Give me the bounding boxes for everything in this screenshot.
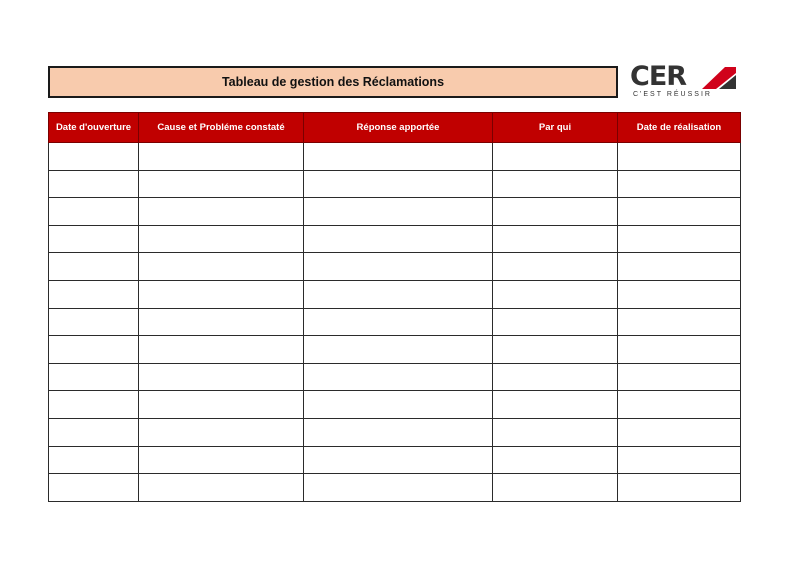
opening-date-cell[interactable] [49, 308, 139, 336]
by-whom-cell[interactable] [493, 308, 618, 336]
opening-date-cell[interactable] [49, 170, 139, 198]
by-whom-cell[interactable] [493, 170, 618, 198]
cause-problem-cell[interactable] [139, 170, 304, 198]
opening-date-cell[interactable] [49, 198, 139, 226]
completion-date-cell[interactable] [618, 198, 741, 226]
cause-problem-cell[interactable] [139, 363, 304, 391]
opening-date-cell[interactable] [49, 253, 139, 281]
response-cell[interactable] [304, 474, 493, 502]
table-row [49, 336, 741, 364]
by-whom-cell[interactable] [493, 198, 618, 226]
by-whom-cell[interactable] [493, 418, 618, 446]
table-row [49, 225, 741, 253]
response-cell[interactable] [304, 391, 493, 419]
opening-date-cell[interactable] [49, 280, 139, 308]
by-whom-cell[interactable] [493, 280, 618, 308]
response-cell[interactable] [304, 446, 493, 474]
column-header-opening-date: Date d'ouverture [49, 113, 139, 143]
cause-problem-cell[interactable] [139, 308, 304, 336]
response-cell[interactable] [304, 363, 493, 391]
completion-date-cell[interactable] [618, 280, 741, 308]
completion-date-cell[interactable] [618, 391, 741, 419]
by-whom-cell[interactable] [493, 363, 618, 391]
by-whom-cell[interactable] [493, 253, 618, 281]
response-cell[interactable] [304, 253, 493, 281]
cause-problem-cell[interactable] [139, 336, 304, 364]
claims-table [48, 112, 741, 502]
opening-date-cell[interactable] [49, 363, 139, 391]
opening-date-cell[interactable] [49, 446, 139, 474]
logo-wordmark: CER [630, 61, 687, 92]
opening-date-cell[interactable] [49, 391, 139, 419]
table-row [49, 474, 741, 502]
opening-date-cell[interactable] [49, 143, 139, 171]
completion-date-cell[interactable] [618, 418, 741, 446]
document-title: Tableau de gestion des Réclamations [221, 75, 445, 89]
by-whom-cell[interactable] [493, 391, 618, 419]
table-row [49, 363, 741, 391]
opening-date-cell[interactable] [49, 336, 139, 364]
response-cell[interactable] [304, 308, 493, 336]
completion-date-cell[interactable] [618, 446, 741, 474]
cause-problem-cell[interactable] [139, 198, 304, 226]
by-whom-cell[interactable] [493, 225, 618, 253]
completion-date-cell[interactable] [618, 308, 741, 336]
completion-date-cell[interactable] [618, 336, 741, 364]
document-title-box [48, 66, 618, 98]
logo-tagline: C'EST RÉUSSIR [633, 91, 712, 98]
response-cell[interactable] [304, 418, 493, 446]
cause-problem-cell[interactable] [139, 446, 304, 474]
completion-date-cell[interactable] [618, 170, 741, 198]
table-row [49, 391, 741, 419]
cause-problem-cell[interactable] [139, 253, 304, 281]
by-whom-cell[interactable] [493, 446, 618, 474]
opening-date-cell[interactable] [49, 474, 139, 502]
by-whom-cell[interactable] [493, 474, 618, 502]
table-header-row [49, 113, 741, 143]
response-cell[interactable] [304, 280, 493, 308]
cause-problem-cell[interactable] [139, 143, 304, 171]
column-header-completion-date: Date de réalisation [618, 113, 741, 143]
completion-date-cell[interactable] [618, 253, 741, 281]
response-cell[interactable] [304, 198, 493, 226]
by-whom-cell[interactable] [493, 336, 618, 364]
cause-problem-cell[interactable] [139, 280, 304, 308]
cause-problem-cell[interactable] [139, 474, 304, 502]
column-header-response: Réponse apportée [304, 113, 493, 143]
cer-logo [630, 62, 740, 102]
cause-problem-cell[interactable] [139, 418, 304, 446]
table-row [49, 280, 741, 308]
table-row [49, 446, 741, 474]
table-row [49, 253, 741, 281]
completion-date-cell[interactable] [618, 143, 741, 171]
completion-date-cell[interactable] [618, 363, 741, 391]
table-row [49, 308, 741, 336]
by-whom-cell[interactable] [493, 143, 618, 171]
opening-date-cell[interactable] [49, 418, 139, 446]
column-header-by-whom: Par qui [493, 113, 618, 143]
table-row [49, 198, 741, 226]
table-row [49, 143, 741, 171]
opening-date-cell[interactable] [49, 225, 139, 253]
table-row [49, 418, 741, 446]
response-cell[interactable] [304, 336, 493, 364]
table-row [49, 170, 741, 198]
completion-date-cell[interactable] [618, 225, 741, 253]
cause-problem-cell[interactable] [139, 225, 304, 253]
column-header-cause-problem: Cause et Probléme constaté [139, 113, 304, 143]
response-cell[interactable] [304, 225, 493, 253]
response-cell[interactable] [304, 143, 493, 171]
logo-road-icon [702, 67, 736, 89]
completion-date-cell[interactable] [618, 474, 741, 502]
response-cell[interactable] [304, 170, 493, 198]
table-body [49, 143, 741, 502]
cause-problem-cell[interactable] [139, 391, 304, 419]
